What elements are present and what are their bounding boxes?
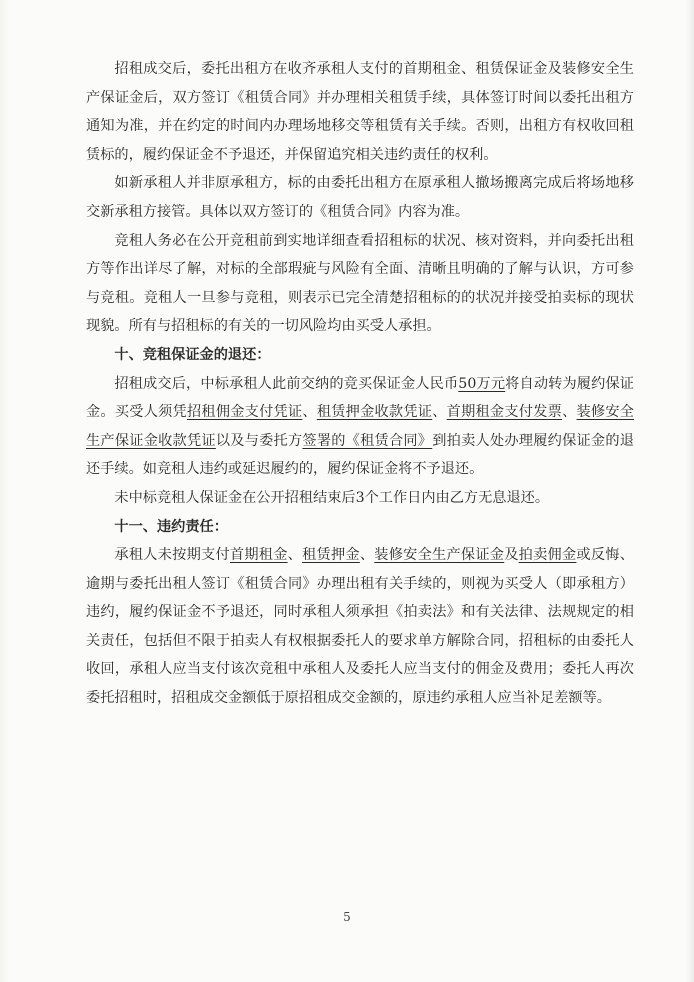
doc-signed-lease-contract: 签署的《租赁合同》 [302, 432, 433, 449]
doc-rent-deposit-receipt: 租赁押金收款凭证 [316, 404, 433, 421]
item-rent-deposit: 租赁押金 [302, 547, 360, 564]
text-span: 或反悔、逾期与委托出租人签订《租赁合同》办理出租有关手续的，则视为买受人（即承租方）违约，履约保证金不予退还，同时承租人须承担《拍卖法》和有关法律、法规规定的相关责任，包括但不限于拍卖人有权根据委托人的要求单方解除合同，招租标的由委托人收回，承租人应当支付该次竞租中承租人及委托人应当支付的佣金及费用；委托人再次委托招租时，招租成交金额低于原招租成交金额的，原违约承租人应当补足差额等。 [86, 547, 634, 707]
text-span: 招租成交后，中标承租人此前交纳的竞买保证金人民币 [114, 375, 459, 392]
deposit-amount: 50万元 [458, 375, 506, 392]
doc-first-rent-invoice: 首期租金支付发票 [446, 404, 563, 421]
doc-commission-voucher: 招租佣金支付凭证 [186, 404, 303, 421]
text-span: 到拍卖人处办理履约保证金的退还手续。如竞租人违约或延迟履约的，履约保证金将不予退还。 [86, 432, 634, 478]
text-span: 、 [359, 547, 375, 564]
paragraph-unsuccessful-refund: 未中标竞租人保证金在公开招租结束后3个工作日内由乙方无息退还。 [114, 489, 550, 506]
paragraph-inspection: 竞租人务必在公开竞租前到实地详细查看招租标的状况、核对资料，并向委托出租方等作出详尽了解，对标的全部瑕疵与风险有全面、清晰且明确的了解与认识，方可参与竞租。竞租人一旦参与竞租，则表示已完全清楚招租标的的状况并接受拍卖标的现状现貌。所有与招租标的有关的一切风险均由买受人承担。 [86, 232, 634, 335]
text-span: 承租人未按期支付 [114, 547, 230, 564]
text-span: 以及与委托方 [215, 432, 303, 449]
paragraph-signing: 招租成交后，委托出租方在收齐承租人支付的首期租金、租赁保证金及装修安全生产保证金后，双方签订《租赁合同》并办理相关租赁手续，具体签订时间以委托出租方通知为准，并在约定的时间内办理场地移交等租赁有关手续。否则，出租方有权收回租赁标的，履约保证金不予退还，并保留追究相关违约责任的权利。 [86, 61, 634, 163]
doc-renovation-deposit-receipt: 装修安全生产保证金收款凭证 [86, 404, 634, 449]
item-auction-commission: 拍卖佣金 [518, 547, 577, 564]
text-span: 将自动转为履约保证金。买受人须凭 [86, 375, 634, 421]
text-span: 、 [562, 404, 577, 421]
paragraph-handover: 如新承租人并非原承租方，标的由委托出租方在原承租人撤场搬离完成后将场地移交新承租方接管。具体以双方签订的《租赁合同》内容为准。 [86, 175, 634, 220]
item-renovation-deposit: 装修安全生产保证金 [374, 547, 505, 564]
text-span: 及 [504, 547, 519, 564]
text-span: 、 [302, 404, 317, 421]
item-first-rent: 首期租金 [229, 547, 288, 564]
document-body [86, 55, 634, 713]
section-heading-liability: 十一、违约责任： [114, 518, 228, 535]
paragraph-liability [86, 541, 634, 713]
page-number: 5 [343, 910, 351, 924]
text-span: 、 [287, 547, 303, 564]
text-span: 、 [432, 404, 447, 421]
paragraph-deposit-conversion [86, 370, 634, 484]
section-heading-deposit-refund: 十、竞租保证金的退还： [114, 346, 271, 363]
